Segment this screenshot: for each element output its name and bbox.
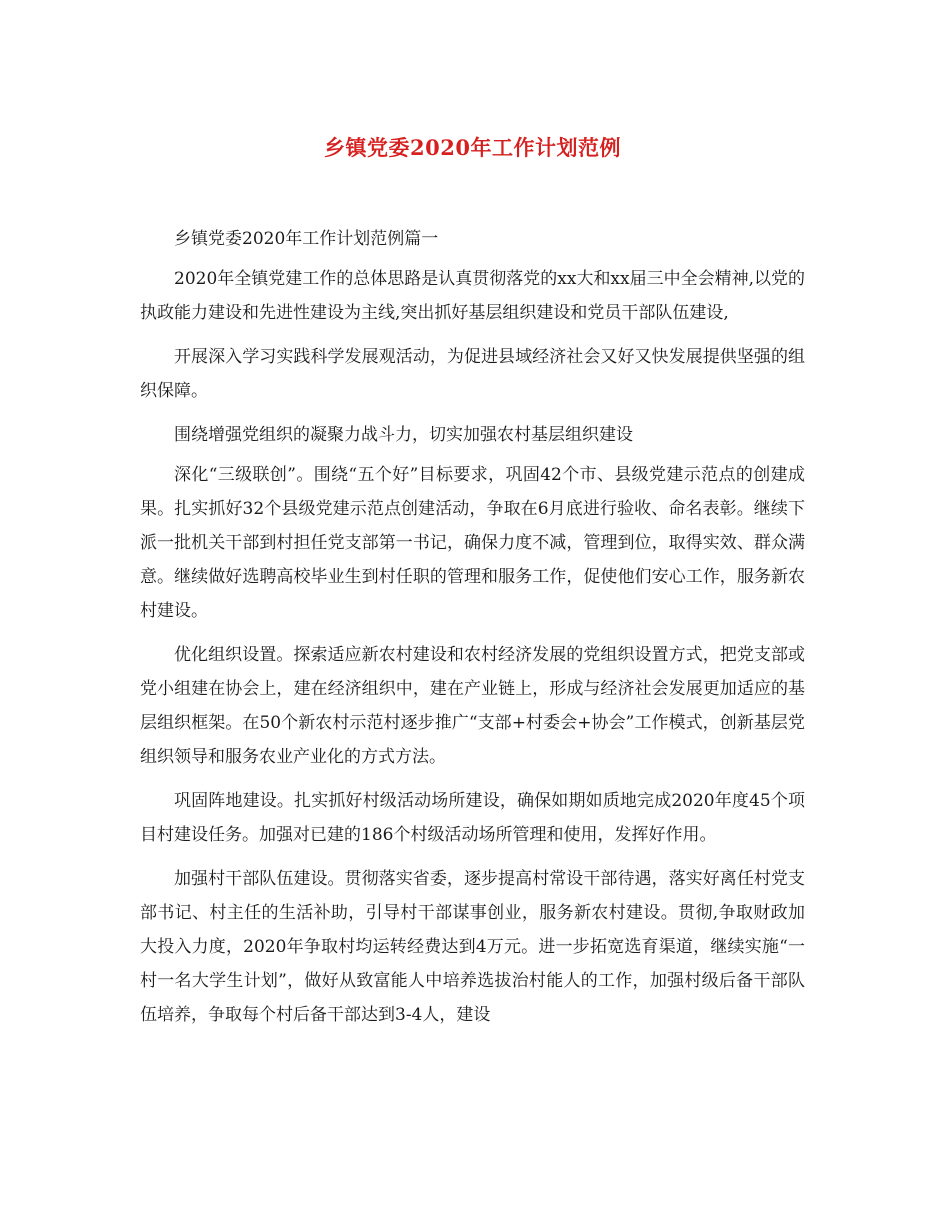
document-body [140, 222, 805, 1042]
paragraph-study-practice: 开展深入学习实践科学发展观活动，为促进县域经济社会又好又快发展提供坚强的组织保障。 [140, 347, 805, 401]
paragraph-organization: 优化组织设置。探索适应新农村建设和农村经济发展的党组织设置方式，把党支部或党小组建在协会上，建在经济组织中，建在产业链上，形成与经济社会发展更加适应的基层组织框架。在50个新农村示范村逐步推广“支部+村委会+协会”工作模式，创新基层党组织领导和服务农业产业化的方式方法。 [140, 645, 805, 767]
paragraph-venue-building: 巩固阵地建设。扎实抓好村级活动场所建设，确保如期如质地完成2020年度45个项目村建设任务。加强对已建的186个村级活动场所管理和使用，发挥好作用。 [140, 791, 805, 845]
document-title: 乡镇党委2020年工作计划范例 [324, 135, 621, 160]
section-heading: 乡镇党委2020年工作计划范例篇一 [174, 229, 439, 249]
paragraph-three-level: 深化“三级联创”。围绕“五个好”目标要求，巩固42个市、县级党建示范点的创建成果。扎实抓好32个县级党建示范点创建活动，争取在6月底进行验收、命名表彰。继续下派一批机关干部到村担任党支部第一书记，确保力度不减，管理到位，取得实效、群众满意。继续做好选聘高校毕业生到村任职的管理和服务工作，促使他们安心工作，服务新农村建设。 [140, 465, 805, 621]
paragraph-village-cadres: 加强村干部队伍建设。贯彻落实省委，逐步提高村常设干部待遇，落实好离任村党支部书记、村主任的生活补助，引导村干部谋事创业，服务新农村建设。贯彻,争取财政加大投入力度，2020年争取村均运转经费达到4万元。进一步拓宽选育渠道，继续实施“一村一名大学生计划”，做好从致富能人中培养选拔治村能人的工作，加强村级后备干部队伍培养，争取每个村后备干部达到3-4人，建设 [140, 869, 805, 1025]
paragraph-overview: 2020年全镇党建工作的总体思路是认真贯彻落党的xx大和xx届三中全会精神,以党的执政能力建设和先进性建设为主线,突出抓好基层组织建设和党员干部队伍建设, [140, 269, 806, 323]
paragraph-subheading: 围绕增强党组织的凝聚力战斗力，切实加强农村基层组织建设 [174, 425, 633, 445]
